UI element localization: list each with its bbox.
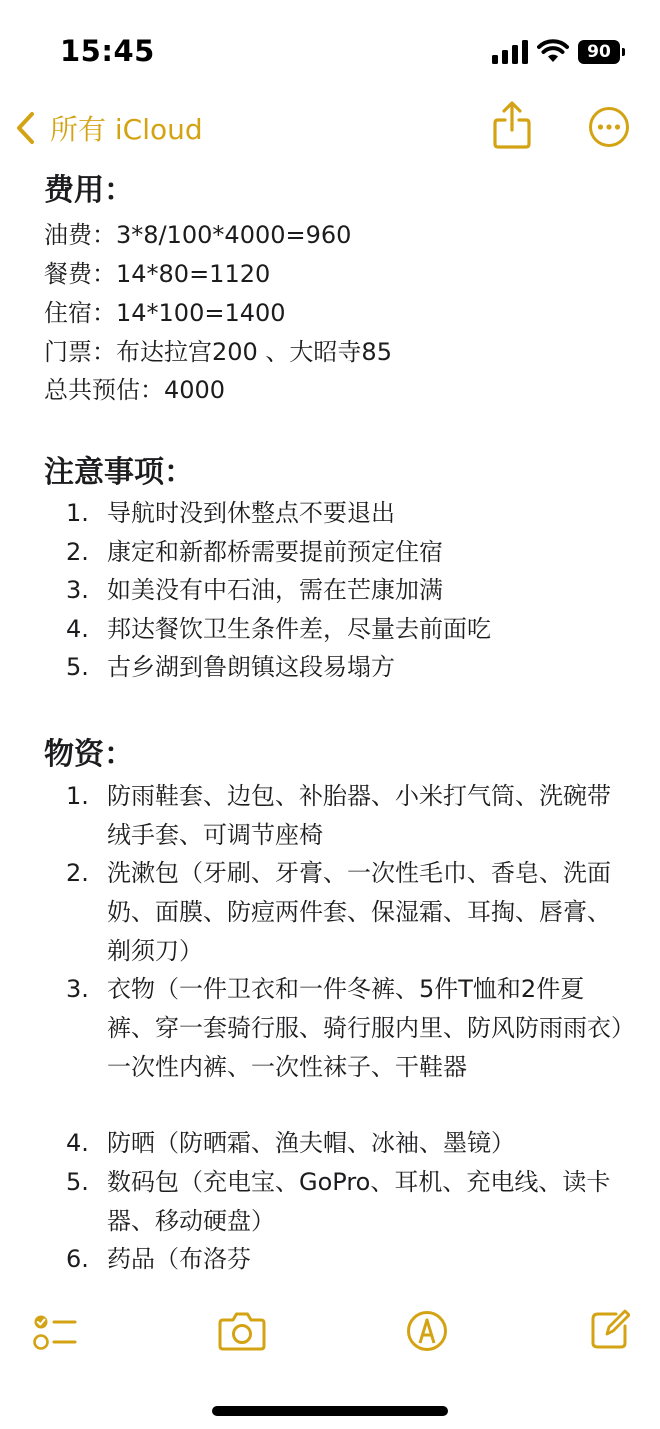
section-heading-costs: 费用： [44,173,134,208]
bottom-toolbar [0,1296,660,1376]
list-number: 1. [66,499,89,527]
list-item: 防晒（防晒霜、渔夫帽、冰袖、墨镜） [107,1129,515,1157]
list-number: 2. [66,538,89,566]
list-number: 3. [66,576,89,604]
list-item: 数码包（充电宝、GoPro、耳机、充电线、读卡器、移动硬盘） [107,1168,611,1235]
cost-line: 总共预估：4000 [44,376,226,404]
battery-level: 90 [587,42,611,62]
list-number: 2. [66,859,89,887]
more-icon[interactable] [588,106,630,148]
home-indicator[interactable] [212,1406,448,1416]
back-button[interactable] [14,106,203,150]
status-time: 15:45 [60,34,155,68]
list-item: 康定和新都桥需要提前预定住宿 [107,538,443,566]
list-number: 6. [66,1245,89,1273]
list-number: 3. [66,975,89,1003]
status-bar [0,0,660,100]
list-item: 导航时没到休整点不要退出 [107,499,395,527]
list-item: 药品（布洛芬 [107,1245,251,1273]
list-item: 古乡湖到鲁朗镇这段易塌方 [107,653,395,681]
battery-indicator [578,40,626,64]
list-number: 4. [66,615,89,643]
wifi-icon [537,38,569,64]
cost-line: 住宿：14*100=1400 [44,299,286,327]
checklist-icon[interactable] [32,1310,78,1354]
chevron-left-icon [14,110,38,146]
cost-line: 餐费：14*80=1120 [44,260,271,288]
markup-pen-icon[interactable] [406,1310,448,1352]
cellular-signal-icon [492,40,528,64]
section-heading-supplies: 物资： [44,737,134,772]
list-item: 如美没有中石油，需在芒康加满 [107,576,443,604]
nav-bar [0,100,660,160]
back-label: 所有 iCloud [50,113,203,146]
camera-icon[interactable] [218,1310,266,1352]
cost-line: 门票：布达拉宫200 、大昭寺85 [44,338,392,366]
list-item: 衣物（一件卫衣和一件冬裤、5件T恤和2件夏裤、穿一套骑行服、骑行服内里、防风防雨雨衣）一次性内裤、一次性袜子、干鞋器 [107,975,623,1081]
cost-line: 油费：3*8/100*4000=960 [44,221,352,249]
list-number: 1. [66,782,89,810]
list-number: 5. [66,653,89,681]
share-icon[interactable] [492,100,532,152]
section-heading-notes: 注意事项： [44,455,194,490]
list-item: 邦达餐饮卫生条件差，尽量去前面吃 [107,615,491,643]
compose-icon[interactable] [590,1308,630,1350]
list-number: 4. [66,1129,89,1157]
list-item: 洗漱包（牙刷、牙膏、一次性毛巾、香皂、洗面奶、面膜、防痘两件套、保湿霜、耳掏、唇膏、剃须刀） [107,859,611,965]
list-item: 防雨鞋套、边包、补胎器、小米打气筒、洗碗带绒手套、可调节座椅 [107,782,611,849]
list-number: 5. [66,1168,89,1196]
